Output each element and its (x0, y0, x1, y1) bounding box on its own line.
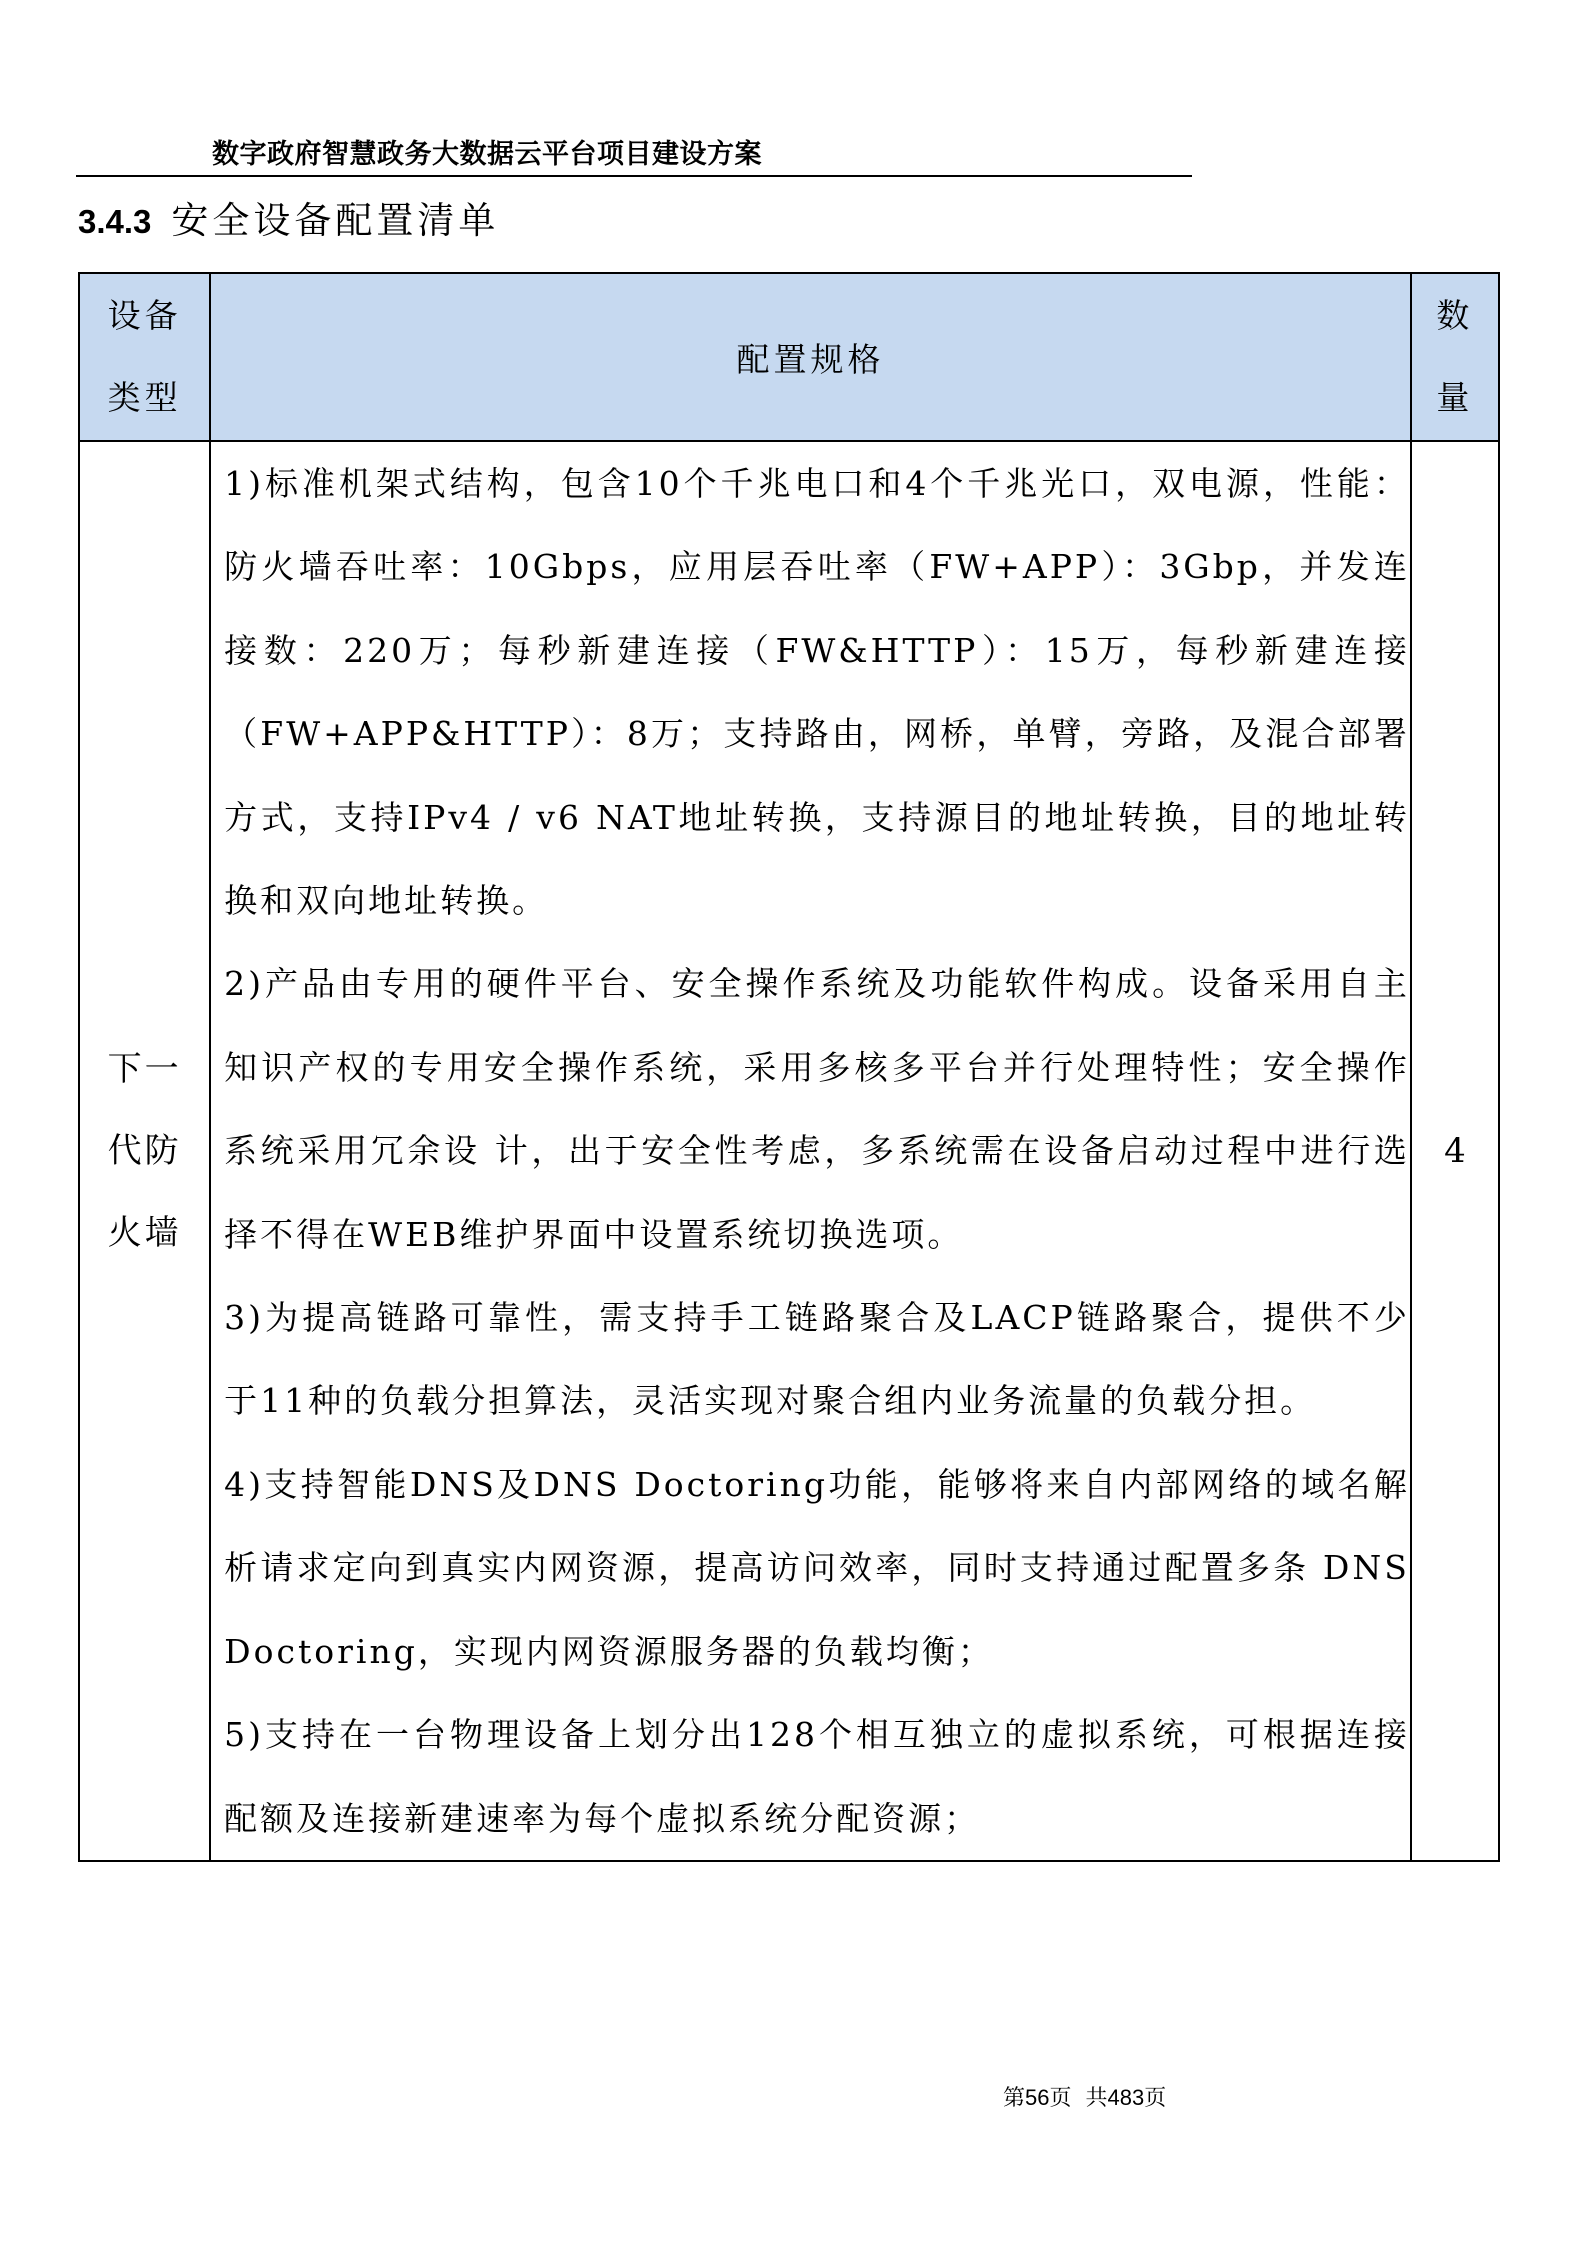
device-type-line2: 代防 (107, 1130, 182, 1171)
footer-total-pages: 483 (1107, 2085, 1145, 2110)
footer-prefix: 第 (1003, 2086, 1026, 2111)
section-heading (78, 190, 499, 244)
table-header-row (79, 273, 1499, 441)
footer-mid: 页 共 (1049, 2086, 1108, 2111)
cell-device-type (79, 441, 210, 1861)
spec-item-2: 2)产品由专用的硬件平台、安全操作系统及功能软件构成。设备采用自主知识产权的专用安全操作系统，采用多核多平台并行处理特性；安全操作系统采用冗余设 计，出于安全性考虑，多系统需在设备启动过程中进行选择不得在WEB维护界面中设置系统切换选项。 (224, 964, 1410, 1254)
page-footer (1003, 2081, 1166, 2112)
spec-item-5: 5)支持在一台物理设备上划分出128个相互独立的虚拟系统，可根据连接配额及连接新建速率为每个虚拟系统分配资源； (224, 1715, 1410, 1838)
header-divider (76, 175, 1192, 177)
document-header-title: 数字政府智慧政务大数据云平台项目建设方案 (212, 139, 762, 170)
section-number: 3.4.3 (78, 203, 152, 240)
spec-item-4: 4)支持智能DNS及DNS Doctoring功能，能够将来自内部网络的域名解析请求定向到真实内网资源，提高访问效率，同时支持通过配置多条 DNS Doctoring，实现内网资源服务器的负载均衡； (224, 1464, 1410, 1671)
footer-suffix: 页 (1144, 2086, 1167, 2111)
header-quantity-line2: 量 (1436, 378, 1474, 417)
header-device-type (79, 273, 210, 441)
cell-quantity: 4 (1411, 441, 1499, 1861)
spec-item-1: 1)标准机架式结构，包含10个千兆电口和4个千兆光口，双电源，性能：防火墙吞吐率：10Gbps，应用层吞吐率（FW+APP）：3Gbp，并发连接数：220万；每秒新建连接（FW&HTTP）：15万，每秒新建连接（FW+APP&HTTP）：8万；支持路由，网桥，单臂，旁路，及混合部署方式，支持IPv4 / v6 NAT地址转换，支持源目的地址转换，目的地址转换和双向地址转换。 (224, 464, 1410, 921)
security-device-config-table (78, 272, 1500, 1862)
header-quantity (1411, 273, 1499, 441)
header-device-type-line1: 设备 (107, 296, 182, 335)
section-title: 安全设备配置清单 (171, 199, 500, 242)
footer-page-number: 56 (1025, 2085, 1050, 2110)
header-quantity-line1: 数 (1436, 296, 1474, 335)
header-device-type-line2: 类型 (107, 378, 182, 417)
device-type-line3: 火墙 (107, 1212, 182, 1253)
device-type-line1: 下一 (107, 1048, 182, 1089)
header-config-spec: 配置规格 (210, 273, 1411, 441)
table-row (79, 441, 1499, 1861)
cell-config-spec (210, 441, 1411, 1861)
spec-item-3: 3)为提高链路可靠性，需支持手工链路聚合及LACP链路聚合，提供不少于11种的负载分担算法，灵活实现对聚合组内业务流量的负载分担。 (224, 1298, 1410, 1421)
